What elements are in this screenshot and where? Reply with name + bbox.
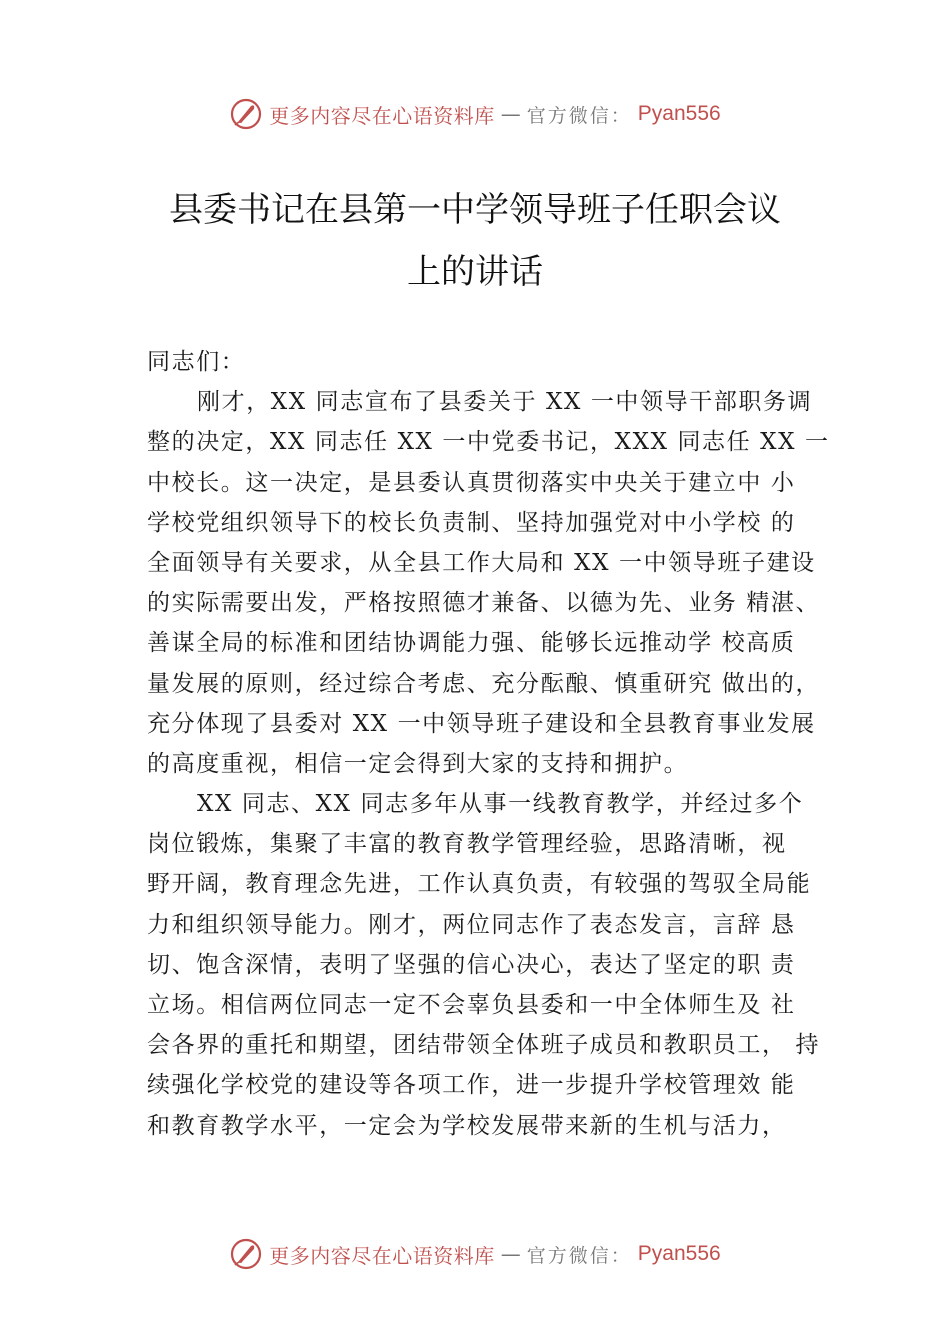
- banner-left-text: 更多内容尽在心语资料库: [269, 103, 495, 128]
- banner-account-id: Pyan556: [637, 102, 721, 125]
- paragraph-line: 续强化学校党的建设等各项工作，进一步提升学校管理效 能: [147, 1072, 796, 1099]
- paragraph-line: 刚才，XX 同志宣布了县委关于 XX 一中领导干部职务调: [197, 389, 813, 416]
- paragraph-line: 善谋全局的标准和团结协调能力强、能够长远推动学 校高质: [147, 630, 796, 657]
- banner-middle-text: 官方微信：: [526, 1244, 632, 1267]
- banner-middle-text: 官方微信：: [526, 104, 632, 127]
- banner-account-id: Pyan556: [637, 1242, 721, 1265]
- paragraph-line: 的实际需要出发，严格按照德才兼备、以德为先、业务 精湛、: [147, 590, 821, 617]
- paragraph-line: 切、饱含深情，表明了坚强的信心决心，表达了坚定的职 责: [147, 951, 796, 978]
- header-watermark-banner: [0, 94, 950, 134]
- banner-left-text: 更多内容尽在心语资料库: [269, 1243, 495, 1268]
- paragraph-line: 充分体现了县委对 XX 一中领导班子建设和全县教育事业发展: [147, 710, 816, 737]
- footer-watermark-banner: [0, 1234, 950, 1274]
- paragraph-line: 和教育教学水平，一定会为学校发展带来新的生机与活力，: [147, 1112, 787, 1139]
- quill-pen-logo-icon: [229, 97, 263, 131]
- paragraph-line: 的高度重视，相信一定会得到大家的支持和拥护。: [147, 750, 689, 777]
- banner-separator: —: [500, 1242, 521, 1266]
- document-body: [147, 342, 837, 1146]
- quill-pen-logo-icon: [229, 1237, 263, 1271]
- paragraph-line: 岗位锻炼，集聚了丰富的教育教学管理经验，思路清晰，视: [147, 831, 787, 858]
- paragraph-line: 整的决定，XX 同志任 XX 一中党委书记，XXX 同志任 XX 一: [147, 429, 830, 456]
- paragraph-line: 中校长。这一决定，是县委认真贯彻落实中央关于建立中 小: [147, 469, 796, 496]
- paragraph-line: 力和组织领导能力。刚才，两位同志作了表态发言，言辞 恳: [147, 911, 796, 938]
- banner-separator: —: [500, 102, 521, 126]
- paragraph-line: 全面领导有关要求，从全县工作大局和 XX 一中领导班子建设: [147, 549, 816, 576]
- salutation: 同志们：: [147, 349, 246, 375]
- paragraph-line: 会各界的重托和期望，团结带领全体班子成员和教职员工， 持: [147, 1032, 821, 1059]
- document-title-line-2: 上的讲话: [407, 252, 543, 292]
- paragraph-line: 学校党组织领导下的校长负责制、坚持加强党对中小学校 的: [147, 509, 796, 536]
- paragraph-line: 立场。相信两位同志一定不会辜负县委和一中全体师生及 社: [147, 992, 796, 1018]
- paragraph-line: 野开阔，教育理念先进，工作认真负责，有较强的驾驭全局能: [147, 871, 812, 898]
- paragraph-line: XX 同志、XX 同志多年从事一线教育教学，并经过多个: [197, 791, 804, 818]
- paragraph-line: 量发展的原则，经过综合考虑、充分酝酿、慎重研究 做出的，: [147, 670, 821, 697]
- document-title-line-1: 县委书记在县第一中学领导班子任职会议: [169, 190, 781, 230]
